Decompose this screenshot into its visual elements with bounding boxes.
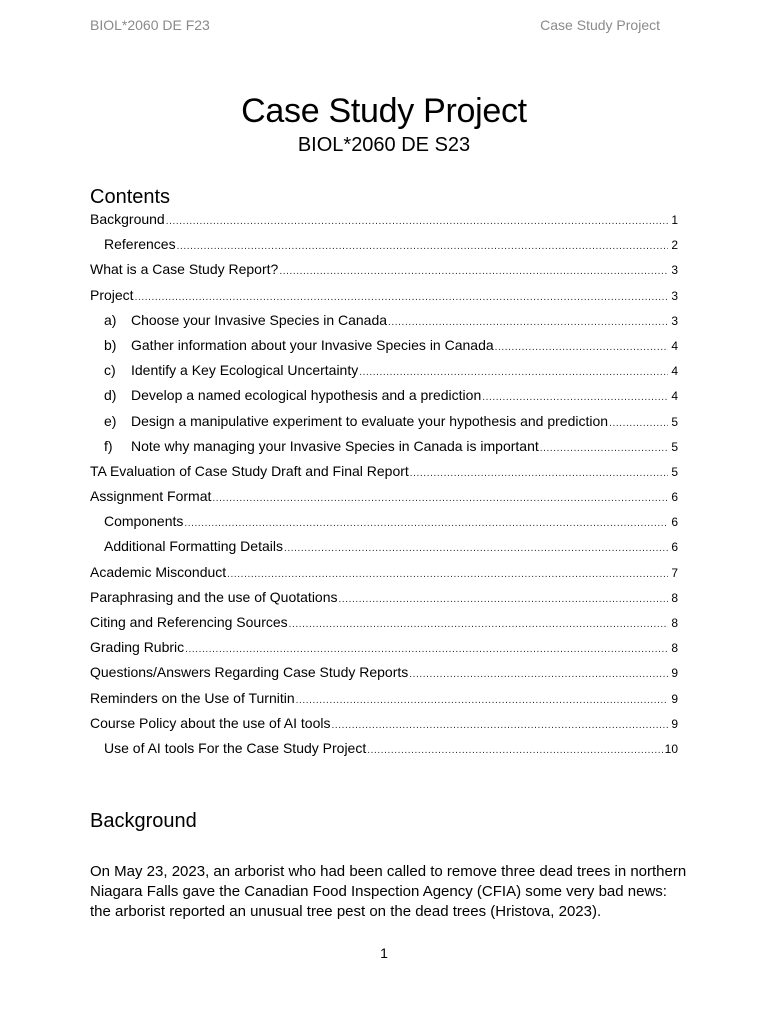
toc-entry-label: Background	[90, 211, 165, 227]
toc-entry-page: 3	[671, 263, 678, 278]
toc-dot-leader	[184, 511, 668, 536]
toc-dot-leader	[185, 637, 668, 662]
toc-entry[interactable]	[90, 333, 678, 358]
toc-entry[interactable]	[90, 610, 678, 635]
toc-entry-label: Use of AI tools For the Case Study Project	[104, 739, 367, 756]
toc-entry[interactable]	[90, 383, 678, 408]
toc-entry-label: Citing and Referencing Sources	[90, 614, 288, 630]
toc-dot-leader	[409, 662, 668, 687]
toc-entry[interactable]	[90, 283, 678, 308]
toc-entry[interactable]	[90, 232, 678, 257]
header-document-title: Case Study Project	[540, 17, 660, 33]
toc-dot-leader	[177, 234, 668, 259]
toc-dot-leader	[609, 411, 668, 436]
toc-entry-label: References	[104, 236, 176, 253]
toc-dot-leader	[166, 209, 668, 234]
toc-entry[interactable]	[90, 308, 678, 333]
toc-entry-page: 6	[671, 540, 678, 555]
toc-dot-leader	[331, 713, 668, 738]
toc-entry-page: 3	[671, 288, 678, 303]
toc-entry-page: 8	[671, 590, 678, 605]
toc-dot-leader	[212, 486, 668, 511]
toc-entry[interactable]	[90, 434, 678, 459]
toc-entry-page: 4	[671, 364, 678, 379]
toc-entry[interactable]	[90, 585, 678, 610]
toc-entry[interactable]	[90, 560, 678, 585]
toc-dot-leader	[367, 738, 663, 763]
toc-entry-page: 2	[671, 238, 678, 253]
toc-entry-page: 1	[671, 213, 678, 227]
toc-entry[interactable]	[90, 207, 678, 232]
toc-entry-marker: c)	[104, 362, 116, 379]
toc-entry-label: Design a manipulative experiment to evaluate your hypothesis and prediction	[131, 412, 609, 429]
toc-dot-leader	[135, 285, 668, 310]
toc-entry-page: 4	[671, 389, 678, 404]
page-number: 1	[380, 945, 388, 961]
toc-entry-page: 9	[671, 716, 678, 731]
toc-entry-label: Components	[104, 513, 184, 530]
toc-entry-label: Gather information about your Invasive Species in Canada	[131, 336, 494, 353]
toc-dot-leader	[339, 587, 668, 612]
toc-entry-label: Academic Misconduct	[90, 563, 227, 580]
toc-entry-page: 6	[671, 490, 678, 505]
toc-entry[interactable]	[90, 257, 678, 282]
toc-entry[interactable]	[90, 711, 678, 736]
toc-entry-page: 5	[671, 439, 678, 454]
toc-dot-leader	[410, 461, 668, 486]
toc-entry-marker: d)	[104, 387, 117, 404]
toc-entry-marker: b)	[104, 336, 117, 353]
toc-dot-leader	[289, 612, 668, 637]
toc-entry-marker: f)	[104, 437, 113, 454]
toc-dot-leader	[279, 259, 668, 284]
toc-entry-label: Grading Rubric	[90, 639, 185, 656]
toc-dot-leader	[359, 360, 668, 385]
toc-entry[interactable]	[90, 736, 678, 761]
background-paragraph: On May 23, 2023, an arborist who had been called to remove three dead trees in northern Niagara Falls gave the Canadian Food Inspection Agency (CFIA) some very bad news: the arborist reported an unusual tree pest on the dead trees (Hristova, 2023).	[90, 863, 687, 920]
running-header	[90, 17, 660, 33]
toc-entry-page: 10	[664, 741, 678, 756]
page-subtitle: BIOL*2060 DE S23	[297, 134, 471, 156]
toc-entry[interactable]	[90, 409, 678, 434]
background-heading: Background	[90, 810, 197, 832]
toc-entry[interactable]	[90, 660, 678, 685]
toc-entry-label: TA Evaluation of Case Study Draft and Final Report	[90, 462, 409, 479]
toc-entry-page: 8	[671, 641, 678, 656]
toc-entry-label: Assignment Format	[90, 488, 212, 505]
toc-entry-marker: a)	[104, 311, 117, 328]
toc-entry-label: Choose your Invasive Species in Canada	[131, 311, 388, 328]
toc-entry[interactable]	[90, 358, 678, 383]
toc-dot-leader	[388, 310, 668, 335]
table-of-contents	[90, 207, 678, 761]
toc-entry-label: Paraphrasing and the use of Quotations	[90, 588, 338, 605]
toc-dot-leader	[482, 385, 668, 410]
toc-entry-marker: e)	[104, 412, 117, 429]
header-course-code: BIOL*2060 DE F23	[90, 17, 210, 33]
toc-entry-label: Questions/Answers Regarding Case Study Reports	[90, 664, 409, 681]
toc-dot-leader	[495, 335, 668, 360]
toc-dot-leader	[227, 562, 668, 587]
toc-entry-page: 7	[671, 565, 678, 580]
toc-entry-page: 5	[671, 464, 678, 479]
toc-dot-leader	[284, 536, 668, 561]
toc-entry-page: 5	[671, 414, 678, 429]
toc-entry-page: 4	[671, 338, 678, 353]
toc-entry-page: 9	[671, 691, 678, 706]
toc-entry-label: Project	[90, 286, 134, 303]
toc-entry-label: What is a Case Study Report?	[90, 261, 279, 278]
toc-entry-page: 6	[671, 515, 678, 530]
toc-dot-leader	[296, 688, 668, 713]
toc-entry-label: Develop a named ecological hypothesis and a prediction	[131, 387, 482, 404]
toc-dot-leader	[540, 436, 668, 461]
page-title: Case Study Project	[241, 92, 527, 130]
toc-entry[interactable]	[90, 635, 678, 660]
toc-entry[interactable]	[90, 509, 678, 534]
toc-entry[interactable]	[90, 534, 678, 559]
toc-entry-page: 8	[671, 616, 678, 630]
toc-entry[interactable]	[90, 459, 678, 484]
toc-entry[interactable]	[90, 484, 678, 509]
contents-heading: Contents	[90, 186, 171, 208]
toc-entry-page: 3	[671, 313, 678, 328]
toc-entry-label: Reminders on the Use of Turnitin	[90, 689, 295, 706]
toc-entry-label: Additional Formatting Details	[104, 538, 283, 555]
toc-entry[interactable]	[90, 686, 678, 711]
toc-entry-label: Course Policy about the use of AI tools	[90, 714, 331, 731]
toc-entry-label: Identify a Key Ecological Uncertainty	[131, 362, 359, 379]
toc-entry-page: 9	[671, 666, 678, 681]
toc-entry-label: Note why managing your Invasive Species in Canada is important	[131, 437, 539, 454]
